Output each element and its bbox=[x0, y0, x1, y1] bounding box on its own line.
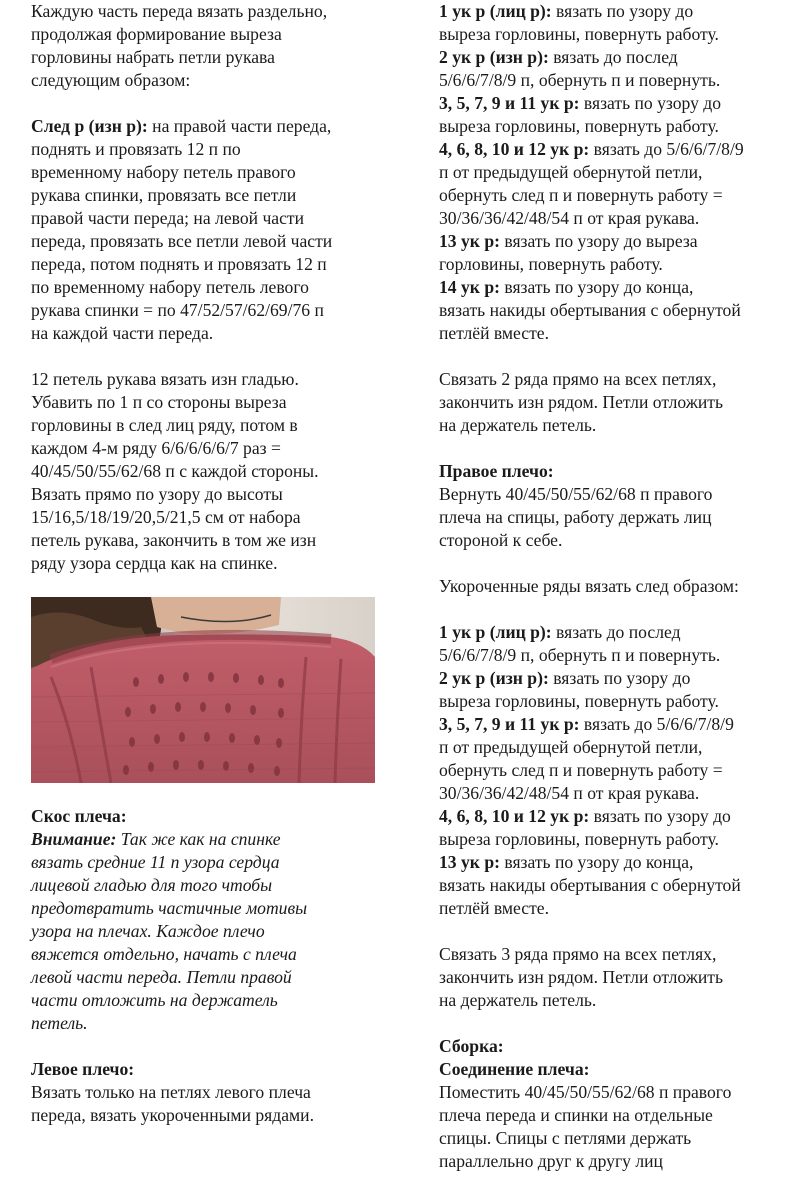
next-row-label: След р (изн р): bbox=[31, 116, 148, 136]
shoulder-joining-title: Соединение плеча: bbox=[439, 1059, 590, 1079]
right-shoulder-title: Правое плечо: bbox=[439, 461, 554, 481]
sweater-photo bbox=[31, 597, 375, 783]
assembly-title: Сборка: bbox=[439, 1036, 504, 1056]
assembly-section: Сборка: Соединение плеча: Поместить 40/45/50/55/62/68 п правого плеча переда и спинки на отдельные спицы. Спицы с петлями держать параллельно друг к другу лиц bbox=[439, 1036, 732, 1171]
right-shoulder-short-rows bbox=[439, 621, 799, 920]
shoulder-slope-section: Скос плеча: Внимание: Так же как на спинке вязать средние 11 п узора сердца лицевой гладью для того чтобы предотвратить частичные мотивы узора на плечах. Каждое плечо вяжется отдельно, начать с плеча левой части переда. Петли правой части отложить на держатель петель. bbox=[31, 806, 308, 1033]
left-column bbox=[31, 0, 376, 1127]
left-shoulder-title: Левое плечо: bbox=[31, 1059, 135, 1079]
short-row-2: 2 ук р (изн р): вязать по узору до выреза горловины, повернуть работу. bbox=[439, 668, 719, 711]
short-row-4: 4, 6, 8, 10 и 12 ук р: вязать до 5/6/6/7/8/9 п от предыдущей обернутой петли, обернуть след п и повернуть работу = 30/36/36/42/48/54 п от края рукава. bbox=[439, 139, 744, 228]
short-row-13: 13 ук р: вязать по узору до конца, вязать накиды обертывания с обернутой петлёй вместе. bbox=[439, 852, 741, 918]
shoulder-slope-title: Скос плеча: bbox=[31, 806, 127, 826]
short-rows-intro: Укороченные ряды вязать след образом: bbox=[439, 576, 739, 596]
knitted-sweater-photo-image bbox=[31, 597, 375, 783]
short-row-13: 13 ук р: вязать по узору до выреза горловины, повернуть работу. bbox=[439, 231, 698, 274]
short-row-3: 3, 5, 7, 9 и 11 ук р: вязать по узору до выреза горловины, повернуть работу. bbox=[439, 93, 722, 136]
short-row-1: 1 ук р (лиц р): вязать по узору до выреза горловины, повернуть работу. bbox=[439, 1, 719, 44]
short-row-4: 4, 6, 8, 10 и 12 ук р: вязать по узору до выреза горловины, повернуть работу. bbox=[439, 806, 731, 849]
right-column bbox=[439, 0, 799, 1173]
short-row-3: 3, 5, 7, 9 и 11 ук р: вязать до 5/6/6/7/8/9 п от предыдущей обернутой петли, обернуть след п и повернуть работу = 30/36/36/42/48/54 п от края рукава. bbox=[439, 714, 734, 803]
left-shoulder-section: Левое плечо: Вязать только на петлях левого плеча переда, вязать укороченными рядами. bbox=[31, 1059, 314, 1125]
intro-paragraph: Каждую часть переда вязать раздельно, продолжая формирование выреза горловины набрать петли рукава следующим образом: bbox=[31, 1, 328, 90]
knit-2-rows-paragraph: Связать 2 ряда прямо на всех петлях, закончить изн рядом. Петли отложить на держатель петель. bbox=[439, 369, 724, 435]
next-row-paragraph: След р (изн р): на правой части переда, поднять и провязать 12 п по временному набору петель правого рукава спинки, провязать все петли правой части переда; на левой части переда, провязать все петли левой части переда, потом поднять и провязать 12 п по временному набору петель левого рукава спинки = по 47/52/57/62/69/76 п на каждой части переда. bbox=[31, 116, 333, 343]
right-shoulder-section: Правое плечо: Вернуть 40/45/50/55/62/68 п правого плеча на спицы, работу держать лиц стороной к себе. bbox=[439, 461, 713, 550]
short-row-1: 1 ук р (лиц р): вязать до послед 5/6/6/7/8/9 п, обернуть п и повернуть. bbox=[439, 622, 721, 665]
short-row-2: 2 ук р (изн р): вязать до послед 5/6/6/7/8/9 п, обернуть п и повернуть. bbox=[439, 47, 721, 90]
attention-label: Внимание: bbox=[31, 829, 117, 849]
short-row-14: 14 ук р: вязать по узору до конца, вязать накиды обертывания с обернутой петлёй вместе. bbox=[439, 277, 741, 343]
sleeve-paragraph: 12 петель рукава вязать изн гладью. Убавить по 1 п со стороны выреза горловины в след лиц ряду, потом в каждом 4-м ряду 6/6/6/6/6/7 раз = 40/45/50/55/62/68 п с каждой стороны. Вязать прямо по узору до высоты 15/16,5/18/19/20,5/21,5 см от набора петель рукава, закончить в том же изн ряду узора сердца как на спинке. bbox=[31, 369, 319, 573]
left-shoulder-short-rows bbox=[439, 0, 799, 345]
knit-3-rows-paragraph: Связать 3 ряда прямо на всех петлях, закончить изн рядом. Петли отложить на держатель петель. bbox=[439, 944, 724, 1010]
